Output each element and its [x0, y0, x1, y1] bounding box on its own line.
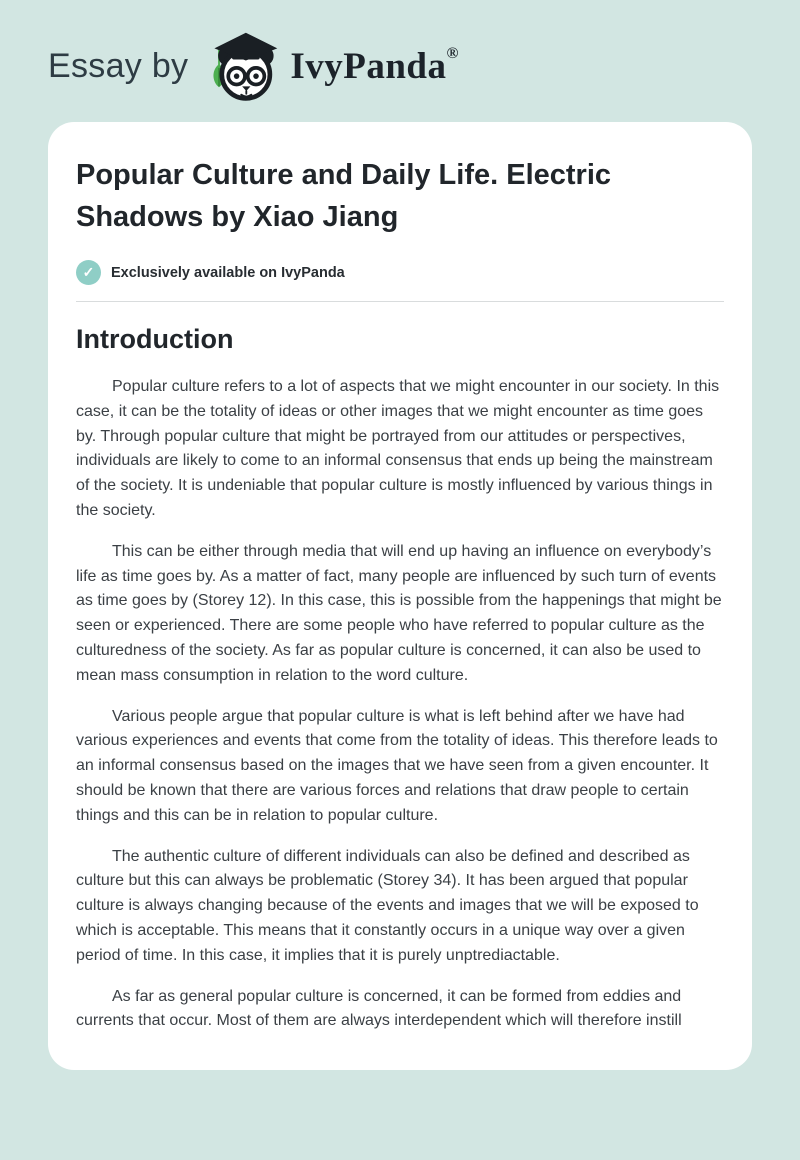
- divider: [76, 301, 724, 302]
- exclusive-badge-label: Exclusively available on IvyPanda: [111, 264, 345, 281]
- ivypanda-logo[interactable]: [206, 29, 458, 103]
- essay-paragraph: Various people argue that popular culture is what is left behind after we have had various experiences and events that come from the totality of ideas. This therefore leads to an informal consensus based on the images that we have seen from a given encounter. It should be known that there are various forces and relations that draw people to certain things and this can be in relation to popular culture.: [76, 707, 718, 824]
- brand-wordmark: IvyPanda: [290, 45, 447, 87]
- essay-paragraph: This can be either through media that will end up having an influence on everybody’s life as time goes by. As a matter of fact, many people are influenced by such turn of events as time goes by (Storey 12). In this case, this is possible from the happenings that might be seen or experienced. There are some people who have referred to popular culture as the culturedness of the society. As far as popular culture is concerned, it can also be used to mean mass consumption in relation to the word culture.: [76, 542, 722, 684]
- registered-trademark-symbol: ®: [446, 45, 459, 62]
- essay-paragraph: Popular culture refers to a lot of aspects that we might encounter in our society. In this case, it can be the totality of ideas or other images that we might encounter as time goes by. Through popular culture that might be portrayed from our attitudes or perspectives, individuals are likely to come to an informal consensus that ends up being the mainstream of the society. It is undeniable that popular culture is mostly influenced by various things in the society.: [76, 378, 720, 520]
- header: [0, 0, 800, 104]
- essay-paragraph: The authentic culture of different individuals can also be defined and described as culture but this can always be problematic (Storey 34). It has been argued that popular culture is always changing because of the events and images that we will be exposed to which is acceptable. This means that it constantly occurs in a unique way over a given period of time. In this case, it implies that it is purely unptrediactable.: [76, 847, 699, 964]
- panda-graduate-icon: [206, 29, 282, 103]
- essay-title: Popular Culture and Daily Life. Electric Shadows by Xiao Jiang: [76, 159, 612, 234]
- essay-paragraph: As far as general popular culture is concerned, it can be formed from eddies and currents that occur. Most of them are always interdependent which will therefore instill: [76, 987, 682, 1030]
- essay-card: [48, 122, 752, 1070]
- check-icon: ✓: [76, 260, 101, 285]
- essay-by-label: Essay by: [48, 46, 189, 85]
- section-heading-introduction: Introduction: [76, 324, 234, 355]
- exclusive-badge: [76, 260, 724, 285]
